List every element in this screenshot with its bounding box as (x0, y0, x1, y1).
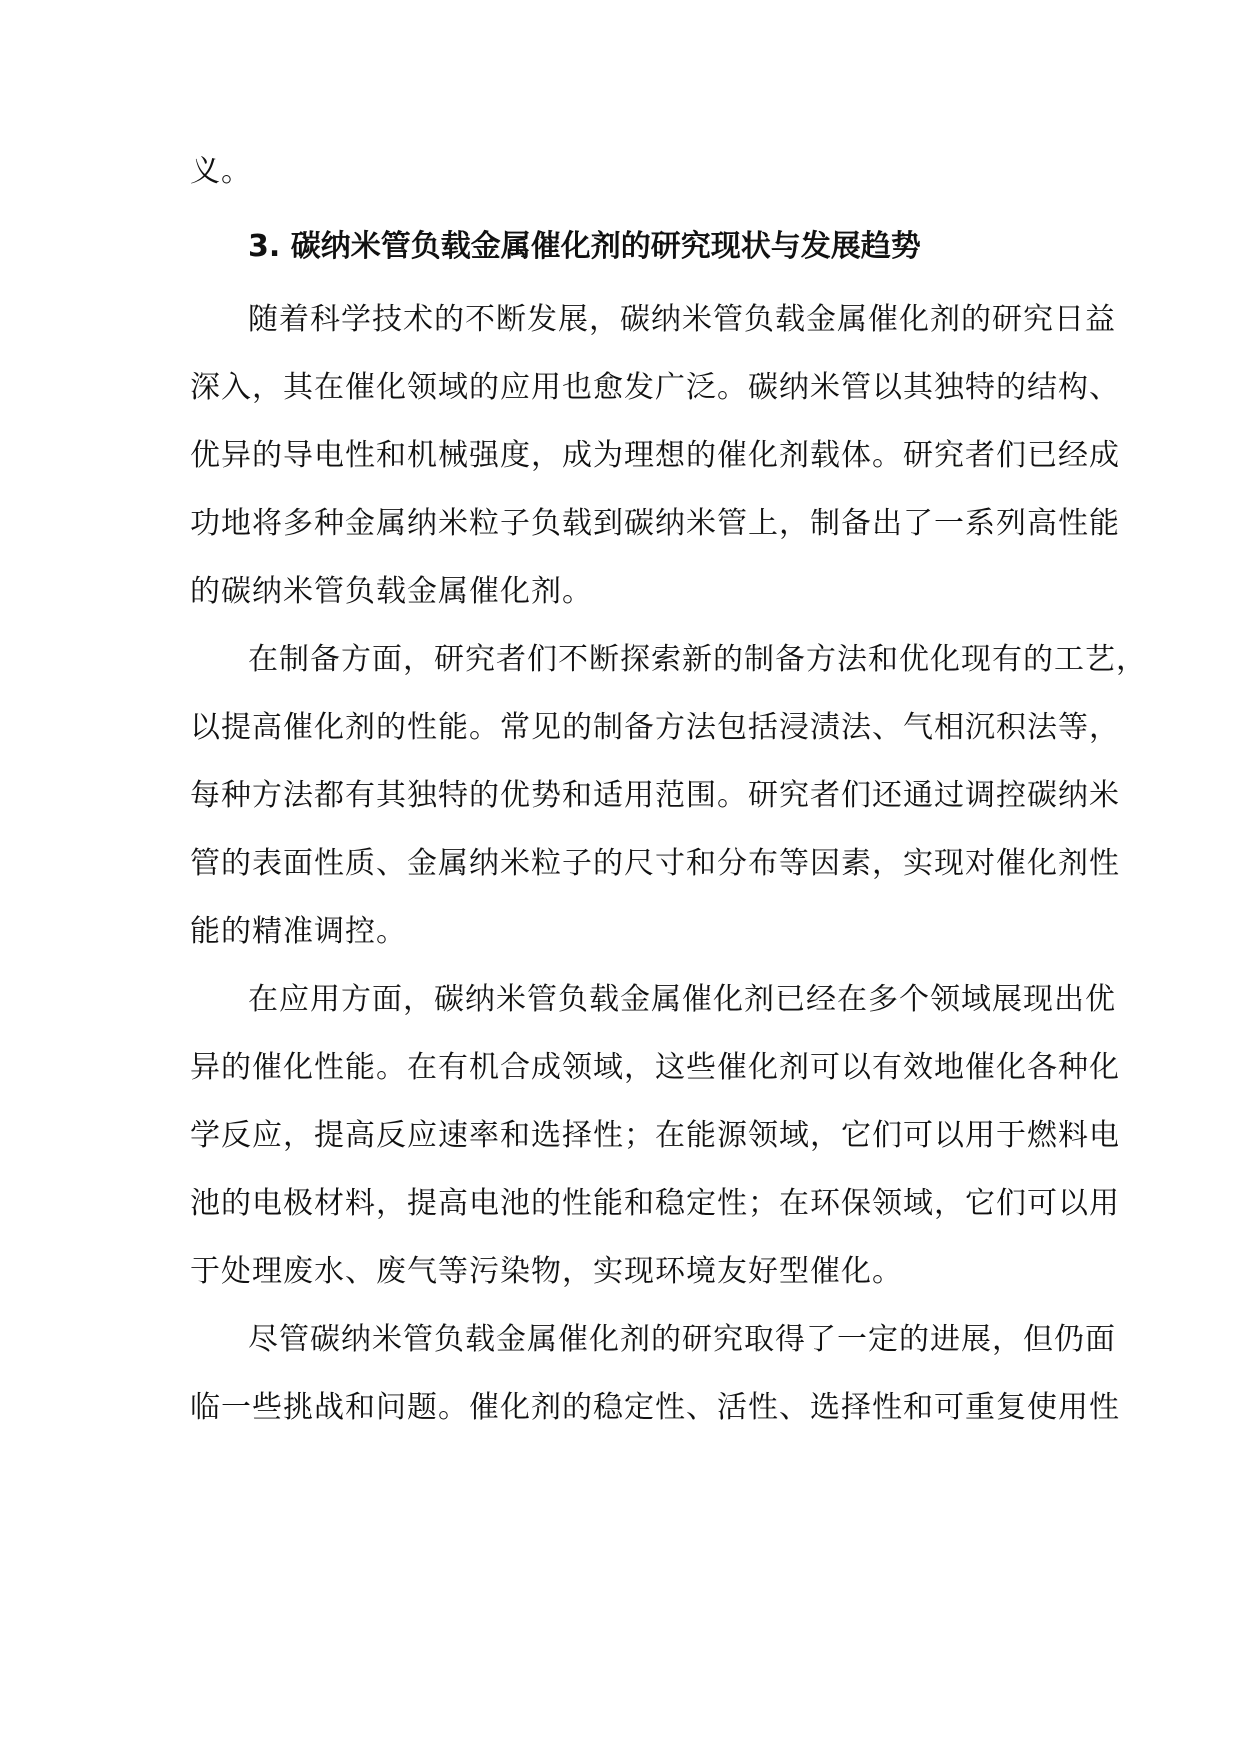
paragraph-line: 临一些挑战和问题。催化剂的稳定性、活性、选择性和可重复使用性 (190, 1390, 1120, 1425)
paragraph-line: 管的表面性质、金属纳米粒子的尺寸和分布等因素，实现对催化剂性 (190, 846, 1120, 881)
paragraph-line: 异的催化性能。在有机合成领域，这些催化剂可以有效地催化各种化 (190, 1050, 1120, 1085)
text-line: 义。 (190, 154, 252, 189)
paragraph-line: 每种方法都有其独特的优势和适用范围。研究者们还通过调控碳纳米 (190, 778, 1120, 813)
paragraph-line: 尽管碳纳米管负载金属催化剂的研究取得了一定的进展，但仍面 (248, 1322, 1116, 1357)
paragraph-line: 以提高催化剂的性能。常见的制备方法包括浸渍法、气相沉积法等， (190, 710, 1120, 745)
paragraph-line: 的碳纳米管负载金属催化剂。 (190, 574, 593, 609)
section-heading: 3. 碳纳米管负载金属催化剂的研究现状与发展趋势 (248, 229, 921, 264)
paragraph-line: 能的精准调控。 (190, 914, 407, 949)
paragraph-line: 学反应，提高反应速率和选择性；在能源领域，它们可以用于燃料电 (190, 1118, 1120, 1153)
paragraph-line: 于处理废水、废气等污染物，实现环境友好型催化。 (190, 1254, 903, 1289)
paragraph-line: 池的电极材料，提高电池的性能和稳定性；在环保领域，它们可以用 (190, 1186, 1120, 1221)
paragraph-line: 优异的导电性和机械强度，成为理想的催化剂载体。研究者们已经成 (190, 438, 1120, 473)
paragraph-line: 功地将多种金属纳米粒子负载到碳纳米管上，制备出了一系列高性能 (190, 506, 1120, 541)
paragraph-line: 深入，其在催化领域的应用也愈发广泛。碳纳米管以其独特的结构、 (190, 370, 1120, 405)
paragraph-line: 在应用方面，碳纳米管负载金属催化剂已经在多个领域展现出优 (248, 982, 1116, 1017)
paragraph-line: 随着科学技术的不断发展，碳纳米管负载金属催化剂的研究日益 (248, 302, 1116, 337)
paragraph-line: 在制备方面，研究者们不断探索新的制备方法和优化现有的工艺， (248, 642, 1147, 677)
